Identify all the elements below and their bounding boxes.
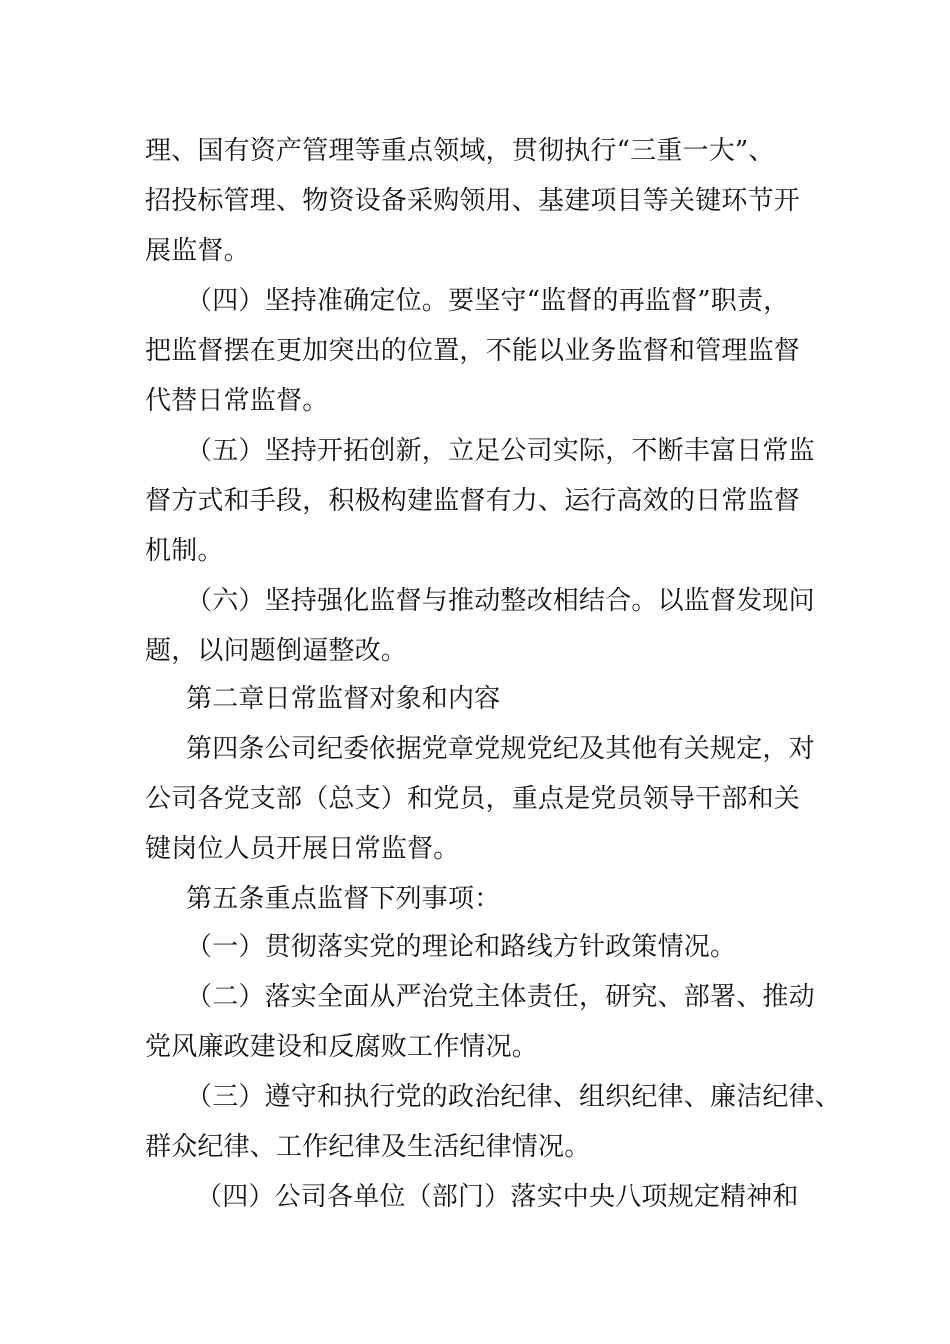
text-line: 招投标管理、物资设备采购领用、基建项目等关键环节开 bbox=[145, 186, 801, 216]
text-line: 机制。 bbox=[145, 536, 224, 566]
text-line: （六）坚持强化监督与推动整改相结合。以监督发现问 bbox=[186, 586, 815, 616]
text-line: （三）遵守和执行党的政治纪律、组织纪律、廉洁纪律、 bbox=[186, 1082, 842, 1112]
text-line: 把监督摆在更加突出的位置，不能以业务监督和管理监督 bbox=[145, 336, 801, 366]
text-line: （二）落实全面从严治党主体责任，研究、部署、推动 bbox=[186, 982, 815, 1012]
text-line: 展监督。 bbox=[145, 236, 250, 266]
text-line: （四）公司各单位（部门）落实中央八项规定精神和 bbox=[196, 1182, 799, 1212]
text-line: （五）坚持开拓创新，立足公司实际，不断丰富日常监 bbox=[186, 436, 815, 466]
text-line: 第四条公司纪委依据党章党规党纪及其他有关规定，对 bbox=[186, 734, 815, 764]
text-line: 题，以问题倒逼整改。 bbox=[145, 636, 408, 666]
text-line: 群众纪律、工作纪律及生活纪律情况。 bbox=[145, 1132, 591, 1162]
text-line: （四）坚持准确定位。要坚守“监督的再监督”职责， bbox=[186, 286, 790, 316]
text-line: 公司各党支部（总支）和党员，重点是党员领导干部和关 bbox=[145, 784, 801, 814]
chapter-heading: 第二章日常监督对象和内容 bbox=[186, 684, 501, 714]
text-line: （一）贯彻落实党的理论和路线方针政策情况。 bbox=[186, 932, 737, 962]
text-line: 督方式和手段，积极构建监督有力、运行高效的日常监督 bbox=[145, 486, 801, 516]
text-line: 理、国有资产管理等重点领域，贯彻执行“三重一大”、 bbox=[145, 136, 775, 166]
text-line: 第五条重点监督下列事项： bbox=[186, 884, 501, 914]
text-line: 党风廉政建设和反腐败工作情况。 bbox=[145, 1032, 539, 1062]
text-line: 键岗位人员开展日常监督。 bbox=[145, 834, 460, 864]
text-line: 代替日常监督。 bbox=[145, 386, 329, 416]
